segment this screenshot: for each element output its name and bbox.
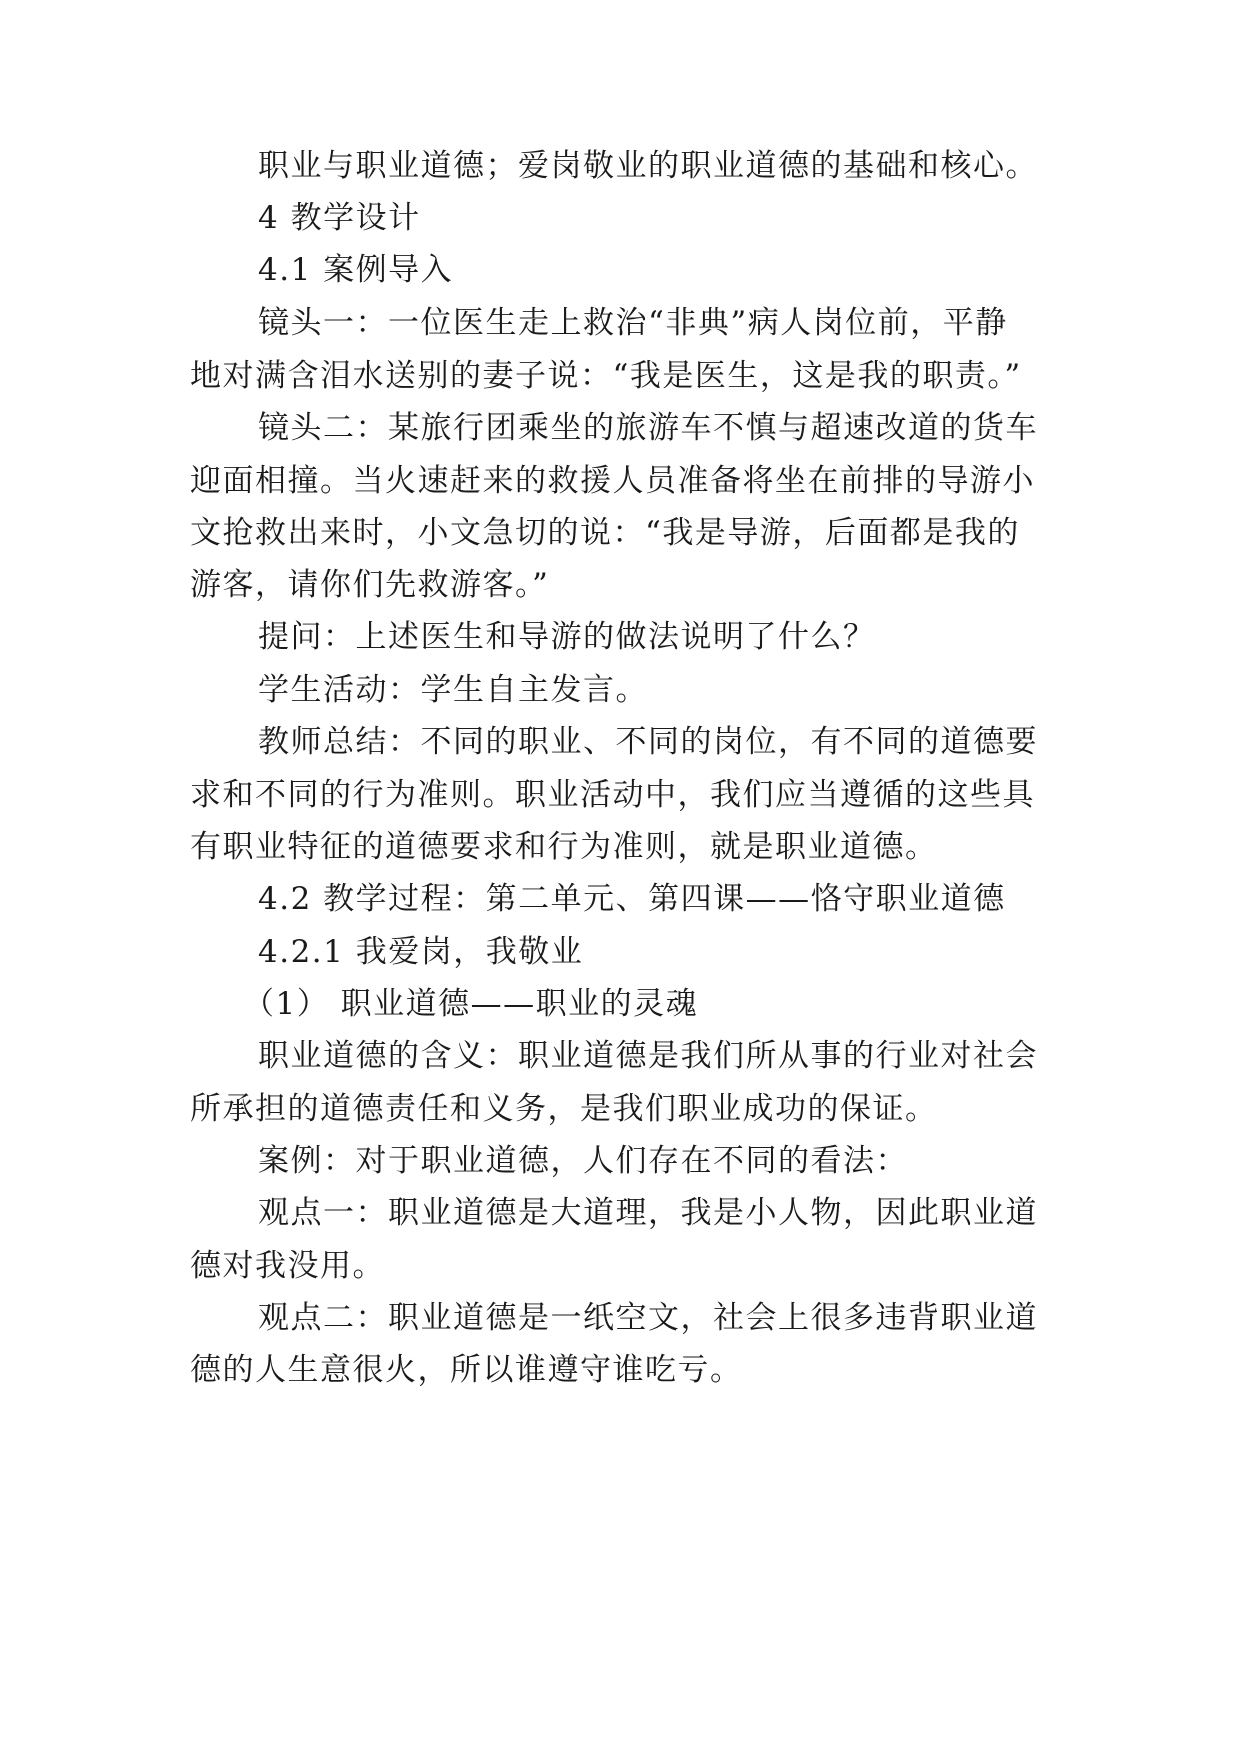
text-line: 德对我没用。: [190, 1248, 385, 1284]
section-heading: 4 教学设计: [258, 200, 421, 236]
text-line: 学生活动：学生自主发言。: [258, 672, 648, 708]
item-heading: （1） 职业道德——职业的灵魂: [243, 986, 699, 1022]
text-line: 观点一：职业道德是大道理，我是小人物，因此职业道: [258, 1195, 1038, 1231]
text-line: 文抢救出来时，小文急切的说：“我是导游，后面都是我的: [190, 515, 1020, 551]
text-line: 教师总结：不同的职业、不同的岗位，有不同的道德要: [258, 724, 1038, 760]
text-line: 职业与职业道德；爱岗敬业的职业道德的基础和核心。: [258, 148, 1038, 184]
subsection-heading: 4.1 案例导入: [258, 252, 454, 288]
text-line: 有职业特征的道德要求和行为准则，就是职业道德。: [190, 829, 938, 865]
text-line: 德的人生意很火，所以谁遵守谁吃亏。: [190, 1352, 743, 1388]
text-line: 迎面相撞。当火速赶来的救援人员准备将坐在前排的导游小: [190, 463, 1035, 499]
text-line: 观点二：职业道德是一纸空文，社会上很多违背职业道: [258, 1300, 1038, 1336]
subsection-heading: 4.2.1 我爱岗，我敬业: [258, 934, 584, 970]
subsection-heading: 4.2 教学过程：第二单元、第四课——恪守职业道德: [258, 881, 1006, 917]
text-line: 提问：上述医生和导游的做法说明了什么？: [258, 619, 876, 655]
text-line: 所承担的道德责任和义务，是我们职业成功的保证。: [190, 1091, 938, 1127]
text-line: 镜头一：一位医生走上救治“非典”病人岗位前，平静: [258, 305, 1008, 341]
text-line: 镜头二：某旅行团乘坐的旅游车不慎与超速改道的货车: [258, 410, 1038, 446]
text-line: 地对满含泪水送别的妻子说：“我是医生，这是我的职责。”: [190, 358, 1022, 394]
text-line: 求和不同的行为准则。职业活动中，我们应当遵循的这些具: [190, 777, 1035, 813]
text-line: 职业道德的含义：职业道德是我们所从事的行业对社会: [258, 1038, 1038, 1074]
text-line: 案例：对于职业道德，人们存在不同的看法：: [258, 1143, 908, 1179]
text-line: 游客，请你们先救游客。”: [190, 567, 550, 603]
